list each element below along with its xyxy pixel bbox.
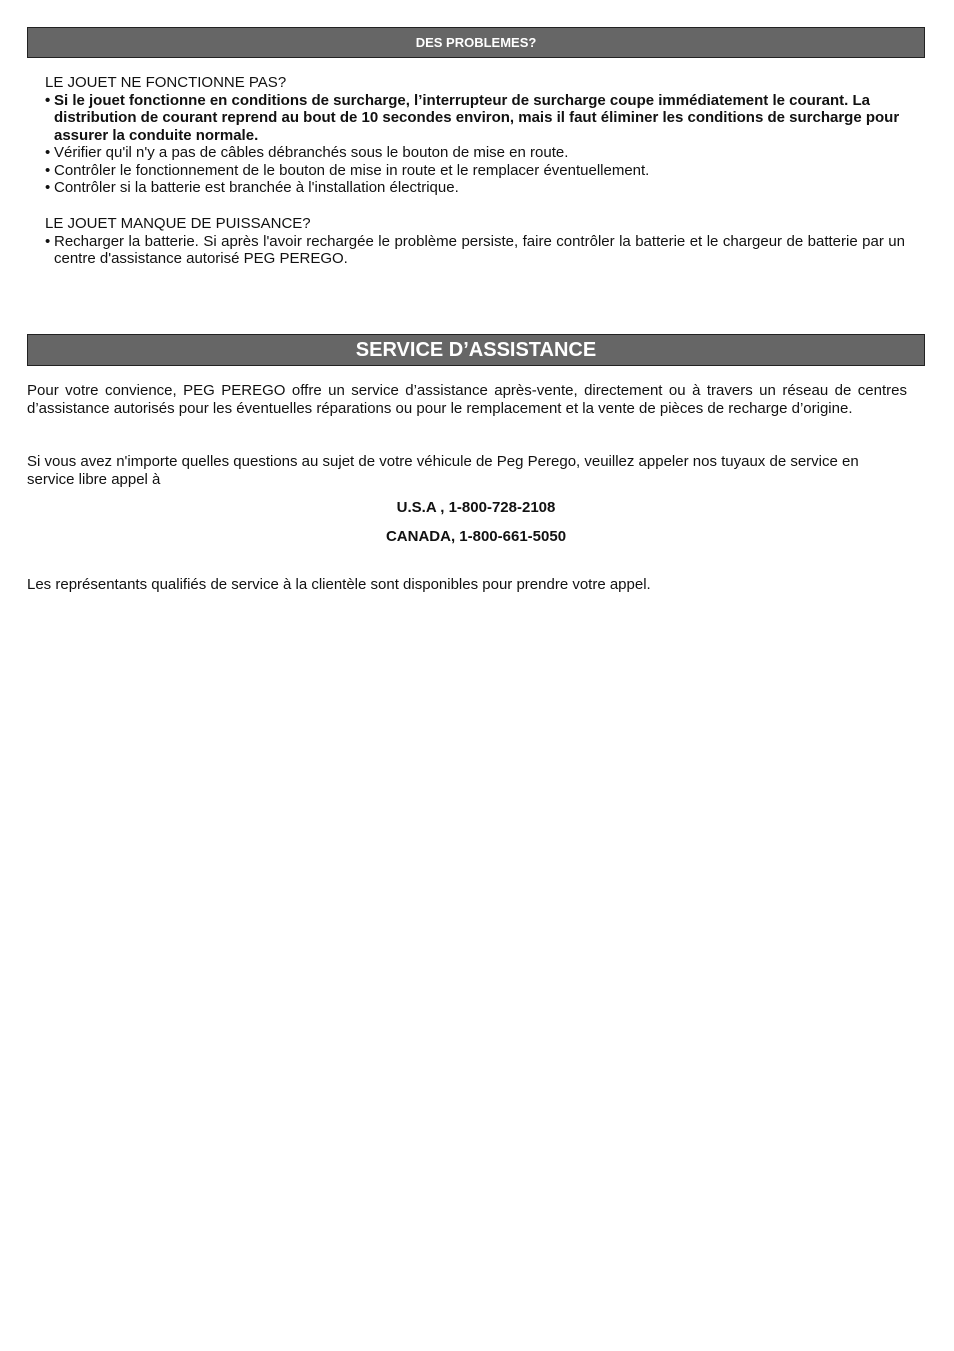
bullet-icon: • (45, 232, 51, 250)
list-item (45, 162, 905, 180)
list-item (45, 233, 905, 268)
bullet-icon: • (45, 144, 51, 161)
bullet-icon: • (45, 91, 51, 109)
list-item (45, 179, 905, 197)
list-item-text: Contrôler le fonctionnement de le bouton de mise in route et le remplacer éventuellement. (54, 161, 650, 179)
list-item-text: Recharger la batterie. Si après l'avoir rechargée le problème persiste, faire contrôler la batterie et le chargeur de batterie par un centre d'assistance autorisé PEG PEREGO. (54, 232, 905, 267)
list-item (45, 144, 905, 162)
troubleshooting-title-bar (27, 27, 925, 58)
troubleshooting-group-low-power (45, 215, 905, 268)
phone-usa: U.S.A , 1-800-728-2108 (396, 499, 556, 516)
service-questions: Si vous avez n'importe quelles questions au sujet de votre véhicule de Peg Perego, veuillez appeler nos tuyaux de service en service libre appel à (27, 453, 859, 488)
group-heading: LE JOUET NE FONCTIONNE PAS? (45, 74, 287, 91)
group-heading: LE JOUET MANQUE DE PUISSANCE? (45, 215, 311, 232)
troubleshooting-group-not-working (45, 74, 905, 197)
service-intro: Pour votre convience, PEG PEREGO offre un service d’assistance après-vente, directement ou à travers un réseau de centres d’assistance autorisés pour les éventuelles réparations ou pour le remplacement et la vente de pièces de recharge d’origine. (27, 382, 907, 417)
list-item-text: Contrôler si la batterie est branchée à l'installation électrique. (54, 179, 459, 196)
bullet-icon: • (45, 161, 51, 179)
service-title-bar (27, 334, 925, 366)
list-item-text: Vérifier qu'il n'y a pas de câbles débranchés sous le bouton de mise en route. (54, 144, 569, 161)
troubleshooting-title: DES PROBLEMES? (415, 35, 537, 50)
service-closing: Les représentants qualifiés de service à la clientèle sont disponibles pour prendre votre appel. (27, 576, 651, 593)
service-title: SERVICE D’ASSISTANCE (355, 339, 597, 361)
list-item (45, 92, 905, 145)
list-item-text: Si le jouet fonctionne en conditions de surcharge, l’interrupteur de surcharge coupe immédiatement le courant. La distribution de courant reprend au bout de 10 secondes environ, mais il faut éliminer les conditions de surcharge pour assurer la conduite normale. (54, 91, 900, 144)
bullet-icon: • (45, 179, 51, 196)
phone-canada: CANADA, 1-800-661-5050 (385, 528, 567, 545)
